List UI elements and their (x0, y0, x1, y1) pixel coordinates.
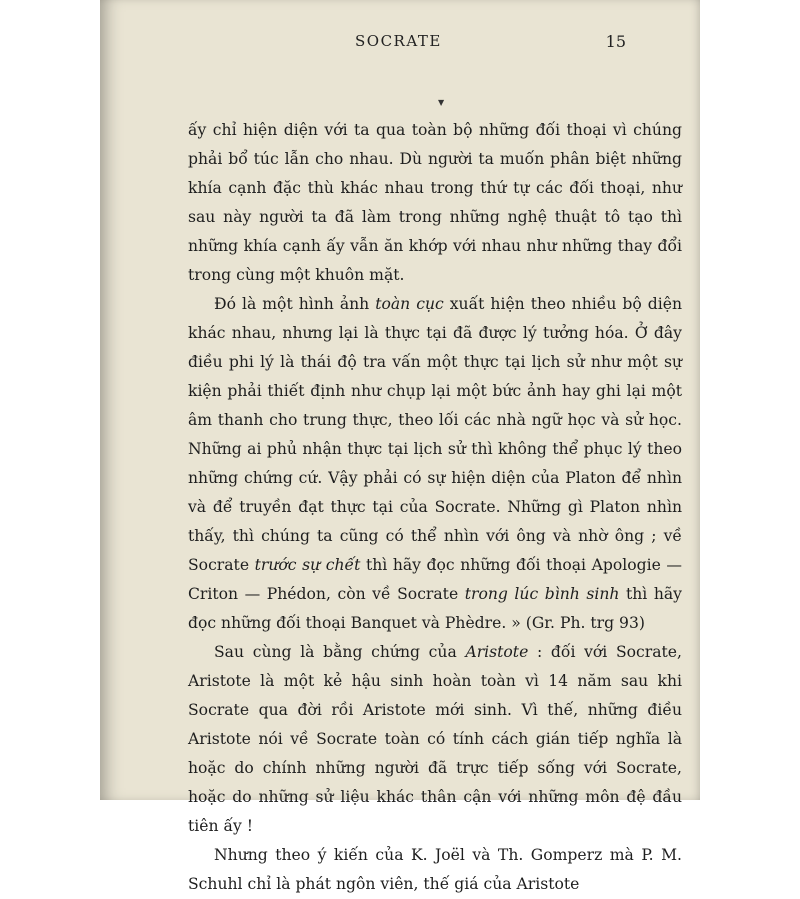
text-run: Sau cùng là bằng chứng của (214, 643, 466, 661)
body-text (188, 116, 682, 899)
italic-text: trong lúc bình sinh (464, 585, 620, 603)
running-head (100, 30, 700, 56)
page-number: 15 (605, 32, 626, 51)
text-run: thì hãy đọc những đối thoại Apologie — Criton — Phédon, còn về Socrate (188, 556, 683, 603)
printer-mark: ▼ (438, 98, 445, 107)
paragraph (188, 116, 682, 290)
text-run: Đó là một hình ảnh (214, 295, 376, 313)
italic-text: Aristote (465, 643, 529, 661)
italic-text: toàn cục (375, 295, 444, 313)
italic-text: trước sự chết (254, 556, 361, 574)
text-run: Nhưng theo ý kiến của K. Joël và Th. Gomperz mà P. M. Schuhl chỉ là phát ngôn viên, thế giá của Aristote (188, 846, 682, 893)
text-run: : đối với Socrate, Aristote là một kẻ hậu sinh hoàn toàn vì 14 năm sau khi Socrate qua đời rồi Aristote mới sinh. Vì thế, những điều Aristote nói về Socrate toàn có tính cách gián tiếp nghĩa là hoặc do chính những người đã trực tiếp sống với Socrate, hoặc do những sử liệu khác thân cận với những môn đệ đầu tiên ấy ! (188, 643, 682, 835)
text-run: xuất hiện theo nhiều bộ diện khác nhau, nhưng lại là thực tại đã được lý tưởng hóa. Ở đây điều phi lý là thái độ tra vấn một thực tại lịch sử như một sự kiện phải thiết định như chụp lại một bức ảnh hay ghi lại một âm thanh cho trung thực, theo lối các nhà ngữ học và sử học. Những ai phủ nhận thực tại lịch sử thì không thể phục lý theo những chứng cứ. Vậy phải có sự hiện diện của Platon để nhìn và để truyền đạt thực tại của Socrate. Những gì Platon nhìn thấy, thì chúng ta cũng có thể nhìn với ông và nhờ ông ; về Socrate (188, 295, 682, 574)
book-page (100, 0, 700, 893)
text-run: ấy chỉ hiện diện với ta qua toàn bộ những đối thoại vì chúng phải bổ túc lẫn cho nhau. Dù người ta muốn phân biệt những khía cạnh đặc thù khác nhau trong thứ tự các đối thoại, như sau này người ta đã làm trong những nghệ thuật tô tạo thì những khía cạnh ấy vẫn ăn khớp với nhau như những thay đổi trong cùng một khuôn mặt. (188, 121, 682, 284)
text-run: thì hãy đọc những đối thoại Banquet và Phèdre. » (Gr. Ph. trg 93) (188, 585, 682, 632)
paragraph (188, 638, 682, 841)
running-title: SOCRATE (355, 32, 442, 50)
paragraph (188, 290, 682, 638)
paragraph (188, 841, 682, 899)
